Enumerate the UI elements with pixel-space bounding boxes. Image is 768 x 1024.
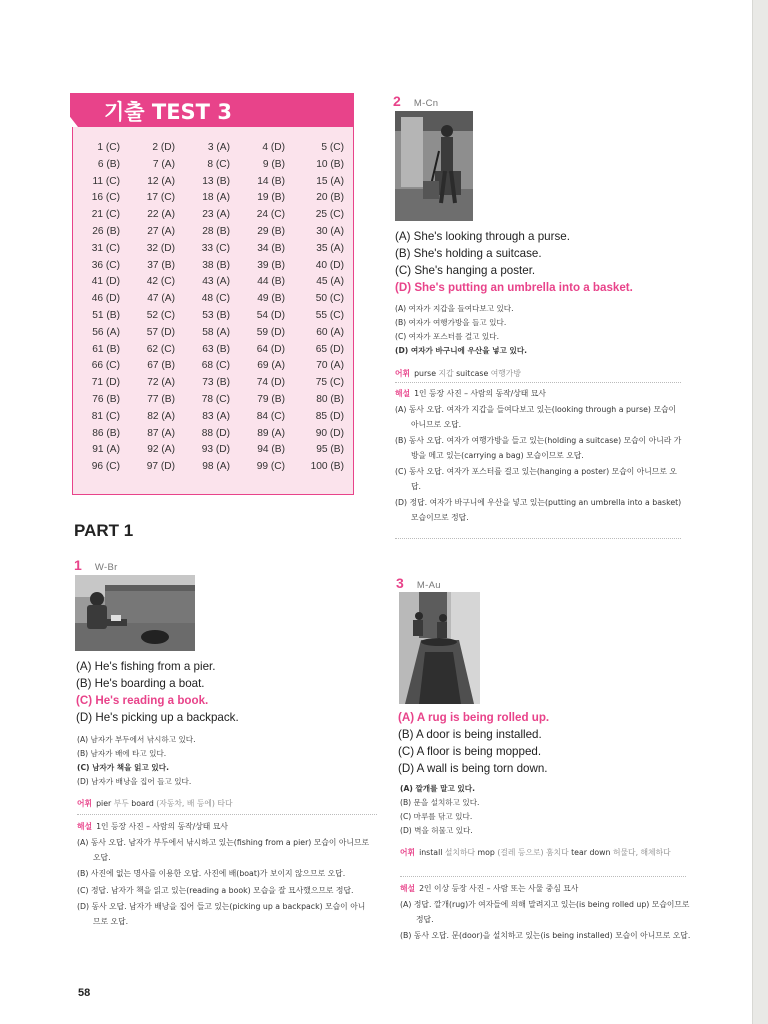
answer-key-entry: 37 (B) xyxy=(147,259,175,271)
vocab-line xyxy=(400,846,700,859)
answer-key-entry: 44 (B) xyxy=(257,276,285,288)
answer-key-entry: 5 (C) xyxy=(321,142,344,153)
question-number: 2 xyxy=(393,93,401,109)
vocab-word: purse xyxy=(414,369,437,378)
answer-key-entry: 27 (A) xyxy=(147,225,175,237)
answer-key-entry: 57 (D) xyxy=(146,326,175,338)
answer-key-entry: 28 (B) xyxy=(202,225,230,237)
question-3-explanation xyxy=(400,882,692,946)
vocab-gloss: 설치하다 xyxy=(444,848,476,857)
answer-key-entry: 31 (C) xyxy=(91,242,120,254)
answer-key-entry: 26 (B) xyxy=(92,225,120,237)
answer-option: (D) He's picking up a backpack. xyxy=(76,711,239,724)
answer-option: (A) She's looking through a purse. xyxy=(395,230,570,243)
answer-key-entry: 74 (D) xyxy=(256,377,285,389)
speaker-label: W-Br xyxy=(94,562,118,573)
explanation-item: (B) 동사 오답. 여자가 여행가방을 들고 있는(holding a suitcase) 모습이 아니라 가방을 메고 있는(carrying a bag) 모습이므로 오답. xyxy=(395,436,682,460)
answer-option: (C) A floor is being mopped. xyxy=(398,745,542,758)
question-3-options xyxy=(398,709,748,777)
explanation-item: (B) 동사 오답. 문(door)을 설치하고 있는(is being installed) 모습이 아니므로 오답. xyxy=(400,931,691,940)
option-translation: (B) 문을 설치하고 있다. xyxy=(400,798,480,807)
answer-key-entry: 92 (A) xyxy=(147,444,175,456)
answer-key-entry: 7 (A) xyxy=(152,158,175,170)
answer-key-entry: 96 (C) xyxy=(91,461,120,473)
answer-key-entry: 54 (D) xyxy=(256,309,285,321)
answer-key-entry: 16 (C) xyxy=(91,192,120,204)
vocab-gloss: (자동차, 배 등에) 타다 xyxy=(156,799,233,808)
vocab-gloss: 지갑 xyxy=(438,369,454,378)
question-3-photo xyxy=(399,592,480,704)
answer-key-entry: 43 (A) xyxy=(202,276,230,288)
answer-key-entry: 77 (B) xyxy=(147,393,175,405)
vocab-gloss: 여행가방 xyxy=(490,369,521,378)
answer-key-entry: 100 (B) xyxy=(310,461,344,473)
explanation-topic: 1인 등장 사진 – 사람의 동작/상태 묘사 xyxy=(414,389,546,398)
answer-key-entry: 67 (B) xyxy=(147,360,175,372)
explanation-label: 해설 xyxy=(395,389,411,398)
question-2-photo xyxy=(395,111,473,221)
answer-key-entry: 99 (C) xyxy=(256,461,285,473)
answer-key-entry: 83 (A) xyxy=(202,410,230,422)
option-translation: (C) 마루를 닦고 있다. xyxy=(400,812,473,821)
divider xyxy=(395,382,681,383)
question-3-vocab xyxy=(400,846,700,859)
answer-key-entry: 18 (A) xyxy=(202,192,230,204)
question-2-vocab xyxy=(395,367,735,380)
answer-key-entry: 9 (B) xyxy=(262,158,285,170)
answer-option: (B) He's boarding a boat. xyxy=(76,677,205,690)
answer-key-entry: 47 (A) xyxy=(147,293,175,305)
vocab-label: 어휘 xyxy=(395,369,411,378)
question-3-header xyxy=(396,573,441,592)
answer-option: (A) A rug is being rolled up. xyxy=(398,711,550,724)
answer-key-entry: 79 (B) xyxy=(257,393,285,405)
question-1-translations xyxy=(77,733,377,789)
answer-key-entry: 38 (B) xyxy=(202,259,230,271)
divider xyxy=(400,876,686,877)
answer-key-entry: 60 (A) xyxy=(316,326,344,338)
vocab-word: install xyxy=(419,848,443,857)
explanation-topic: 1인 등장 사진 – 사람의 동작/상태 묘사 xyxy=(96,822,228,831)
answer-key-entry: 51 (B) xyxy=(92,309,120,321)
explanation-item: (A) 동사 오답. 남자가 부두에서 낚시하고 있는(fishing from a pier) 모습이 아니므로 오답. xyxy=(77,838,370,862)
answer-key-entry: 36 (C) xyxy=(91,259,120,271)
vocab-word: tear down xyxy=(571,848,611,857)
answer-key-entry: 87 (A) xyxy=(147,427,175,439)
answer-key-entry: 8 (C) xyxy=(207,158,230,170)
answer-option: (B) She's holding a suitcase. xyxy=(395,247,542,260)
answer-key-entry: 89 (A) xyxy=(257,427,285,439)
explanation-label: 해설 xyxy=(400,884,416,893)
answer-key-entry: 95 (B) xyxy=(316,444,344,456)
answer-key-entry: 50 (C) xyxy=(315,293,344,305)
answer-key-entry: 86 (B) xyxy=(92,427,120,439)
vocab-gloss: 부두 xyxy=(113,799,129,808)
answer-option: (D) She's putting an umbrella into a basket. xyxy=(395,281,633,294)
question-2-translations xyxy=(395,302,735,358)
answer-key-entry: 58 (A) xyxy=(202,326,230,338)
answer-key-entry: 55 (C) xyxy=(315,309,344,321)
answer-key-entry: 25 (C) xyxy=(315,209,344,221)
answer-key-entry: 12 (A) xyxy=(147,175,175,187)
answer-key-entry: 75 (C) xyxy=(315,377,344,389)
question-1-vocab xyxy=(77,797,377,810)
explanation-item: (A) 정답. 깔개(rug)가 여자들에 의해 말려지고 있는(is being rolled up) 모습이므로 정답. xyxy=(400,900,690,924)
answer-key-entry: 35 (A) xyxy=(316,242,344,254)
explanation-heading xyxy=(395,387,685,400)
question-2-header xyxy=(393,91,438,110)
page-number: 58 xyxy=(78,987,91,999)
option-translation: (A) 여자가 지갑을 들여다보고 있다. xyxy=(395,304,514,313)
answer-key-entry: 85 (D) xyxy=(315,410,344,422)
answer-key-entry: 48 (C) xyxy=(201,293,230,305)
answer-key-entry: 81 (C) xyxy=(91,410,120,422)
answer-key-entry: 91 (A) xyxy=(92,444,120,456)
answer-key-entry: 52 (C) xyxy=(146,309,175,321)
answer-key-entry: 94 (B) xyxy=(257,444,285,456)
answer-key-entry: 53 (B) xyxy=(202,309,230,321)
answer-key-entry: 30 (A) xyxy=(316,225,344,237)
answer-key-entry: 88 (D) xyxy=(201,427,230,439)
man-reading-photo-icon xyxy=(75,575,195,651)
option-translation: (A) 깔개를 말고 있다. xyxy=(400,784,475,793)
answer-key-entry: 21 (C) xyxy=(91,209,120,221)
answer-key-entry: 2 (D) xyxy=(152,142,175,153)
page-edge xyxy=(752,0,768,1024)
answer-option: (A) He's fishing from a pier. xyxy=(76,660,216,673)
answer-key-entry: 19 (B) xyxy=(257,192,285,204)
answer-key-entry: 6 (B) xyxy=(97,158,120,170)
vocab-gloss: (걸레 등으로) 훔치다 xyxy=(497,848,569,857)
answer-key-entry: 40 (D) xyxy=(315,259,344,271)
answer-key-entry: 93 (D) xyxy=(201,444,230,456)
question-1-explanation xyxy=(77,820,371,931)
option-translation: (B) 남자가 배에 타고 있다. xyxy=(77,749,167,758)
answer-key-entry: 69 (A) xyxy=(257,360,285,372)
answer-key-entry: 64 (D) xyxy=(256,343,285,355)
question-2-options xyxy=(395,228,745,296)
question-1-photo xyxy=(75,575,195,651)
vocab-line xyxy=(77,797,377,810)
vocab-word: board xyxy=(131,799,154,808)
answer-key-entry: 34 (B) xyxy=(257,242,285,254)
vocab-word: pier xyxy=(96,799,112,808)
answer-key-entry: 13 (B) xyxy=(202,175,230,187)
answer-key-entry: 70 (A) xyxy=(316,360,344,372)
vocab-word: mop xyxy=(477,848,495,857)
answer-option: (B) A door is being installed. xyxy=(398,728,542,741)
answer-key-entry: 45 (A) xyxy=(316,276,344,288)
answer-key-entry: 84 (C) xyxy=(256,410,285,422)
answer-key-entry: 10 (B) xyxy=(316,158,344,170)
vocab-word: suitcase xyxy=(456,369,489,378)
vocab-label: 어휘 xyxy=(400,848,416,857)
explanation-item: (A) 동사 오답. 여자가 지갑을 들여다보고 있는(looking through a purse) 모습이 아니므로 오답. xyxy=(395,405,677,429)
answer-key-entry: 29 (B) xyxy=(257,225,285,237)
answer-key-entry: 76 (B) xyxy=(92,393,120,405)
answer-key-entry: 72 (A) xyxy=(147,377,175,389)
explanation-item: (B) 사진에 없는 명사를 이용한 오답. 사진에 배(boat)가 보이지 않으므로 오답. xyxy=(77,869,346,878)
answer-key-entry: 61 (B) xyxy=(92,343,120,355)
answer-key-entry: 17 (C) xyxy=(146,192,175,204)
answer-key-entry: 3 (A) xyxy=(207,142,230,153)
rug-rolling-photo-icon xyxy=(399,592,480,704)
answer-key-entry: 78 (C) xyxy=(201,393,230,405)
answer-key-entry: 98 (A) xyxy=(202,461,230,473)
option-translation: (C) 여자가 포스터를 걸고 있다. xyxy=(395,332,499,341)
part-title: PART 1 xyxy=(74,521,134,540)
answer-key-entry: 82 (A) xyxy=(147,410,175,422)
explanation-item: (C) 동사 오답. 여자가 포스터를 걸고 있는(hanging a poster) 모습이 아니므로 오답. xyxy=(395,467,677,491)
divider xyxy=(395,538,681,539)
answer-key-grid xyxy=(72,140,354,476)
answer-key-entry: 80 (B) xyxy=(316,393,344,405)
answer-key-entry: 11 (C) xyxy=(92,175,120,187)
answer-option: (C) He's reading a book. xyxy=(76,694,209,707)
question-1-header xyxy=(74,555,118,574)
question-2-explanation xyxy=(395,387,685,527)
option-translation: (C) 남자가 책을 읽고 있다. xyxy=(77,763,169,772)
explanation-item: (D) 정답. 여자가 바구니에 우산을 넣고 있는(putting an umbrella into a basket) 모습이므로 정답. xyxy=(395,498,682,522)
question-1-options xyxy=(76,658,376,726)
explanation-topic: 2인 이상 등장 사진 – 사람 또는 사물 중심 묘사 xyxy=(419,884,579,893)
question-3-translations xyxy=(400,782,740,838)
answer-key-entry: 42 (C) xyxy=(146,276,175,288)
answer-key-entry: 90 (D) xyxy=(315,427,344,439)
answer-key-entry: 63 (B) xyxy=(202,343,230,355)
answer-key-entry: 32 (D) xyxy=(146,242,175,254)
option-translation: (D) 벽을 허물고 있다. xyxy=(400,826,473,835)
answer-key-entry: 62 (C) xyxy=(146,343,175,355)
answer-key-entry: 73 (B) xyxy=(202,377,230,389)
answer-key-entry: 41 (D) xyxy=(91,276,120,288)
explanation-item: (D) 동사 오답. 남자가 배낭을 집어 들고 있는(picking up a backpack) 모습이 아니므로 오답. xyxy=(77,902,366,926)
explanation-label: 해설 xyxy=(77,822,93,831)
question-number: 1 xyxy=(74,557,82,573)
divider xyxy=(77,814,377,815)
answer-key-entry: 20 (B) xyxy=(316,192,344,204)
answer-key-entry: 24 (C) xyxy=(256,209,285,221)
speaker-label: M-Cn xyxy=(413,98,439,109)
explanation-heading xyxy=(77,820,371,833)
answer-key-title: 기출 TEST 3 xyxy=(104,100,232,124)
explanation-item: (C) 정답. 남자가 책을 읽고 있는(reading a book) 모습을 잘 묘사했으므로 정답. xyxy=(77,885,354,895)
option-translation: (A) 남자가 부두에서 낚시하고 있다. xyxy=(77,735,196,744)
explanation-heading xyxy=(400,882,692,895)
answer-key-entry: 1 (C) xyxy=(97,142,120,153)
option-translation: (D) 여자가 바구니에 우산을 넣고 있다. xyxy=(395,346,528,355)
answer-key-entry: 33 (C) xyxy=(201,242,230,254)
answer-option: (D) A wall is being torn down. xyxy=(398,762,548,775)
answer-key-entry: 66 (C) xyxy=(91,360,120,372)
answer-option: (C) She's hanging a poster. xyxy=(395,264,536,277)
answer-key-entry: 22 (A) xyxy=(147,209,175,221)
answer-key-entry: 68 (C) xyxy=(201,360,230,372)
answer-key-entry: 4 (D) xyxy=(262,142,285,153)
answer-key-entry: 56 (A) xyxy=(92,326,120,338)
question-number: 3 xyxy=(396,575,404,591)
answer-key-entry: 46 (D) xyxy=(91,293,120,305)
option-translation: (D) 남자가 배낭을 집어 들고 있다. xyxy=(77,777,192,786)
answer-key-entry: 65 (D) xyxy=(315,343,344,355)
option-translation: (B) 여자가 여행가방을 들고 있다. xyxy=(395,318,507,327)
answer-key-entry: 49 (B) xyxy=(257,293,285,305)
answer-key-entry: 97 (D) xyxy=(146,461,175,473)
speaker-label: M-Au xyxy=(416,580,441,591)
answer-key-entry: 15 (A) xyxy=(316,175,344,187)
answer-key-entry: 71 (D) xyxy=(91,377,120,389)
answer-key-entry: 14 (B) xyxy=(257,175,285,187)
vocab-gloss: 허물다, 해체하다 xyxy=(612,848,671,857)
vocab-label: 어휘 xyxy=(77,799,93,808)
answer-key-entry: 39 (B) xyxy=(257,259,285,271)
answer-key-entry: 23 (A) xyxy=(202,209,230,221)
vocab-line xyxy=(395,367,735,380)
answer-key-entry: 59 (D) xyxy=(256,326,285,338)
woman-umbrella-photo-icon xyxy=(395,111,473,221)
